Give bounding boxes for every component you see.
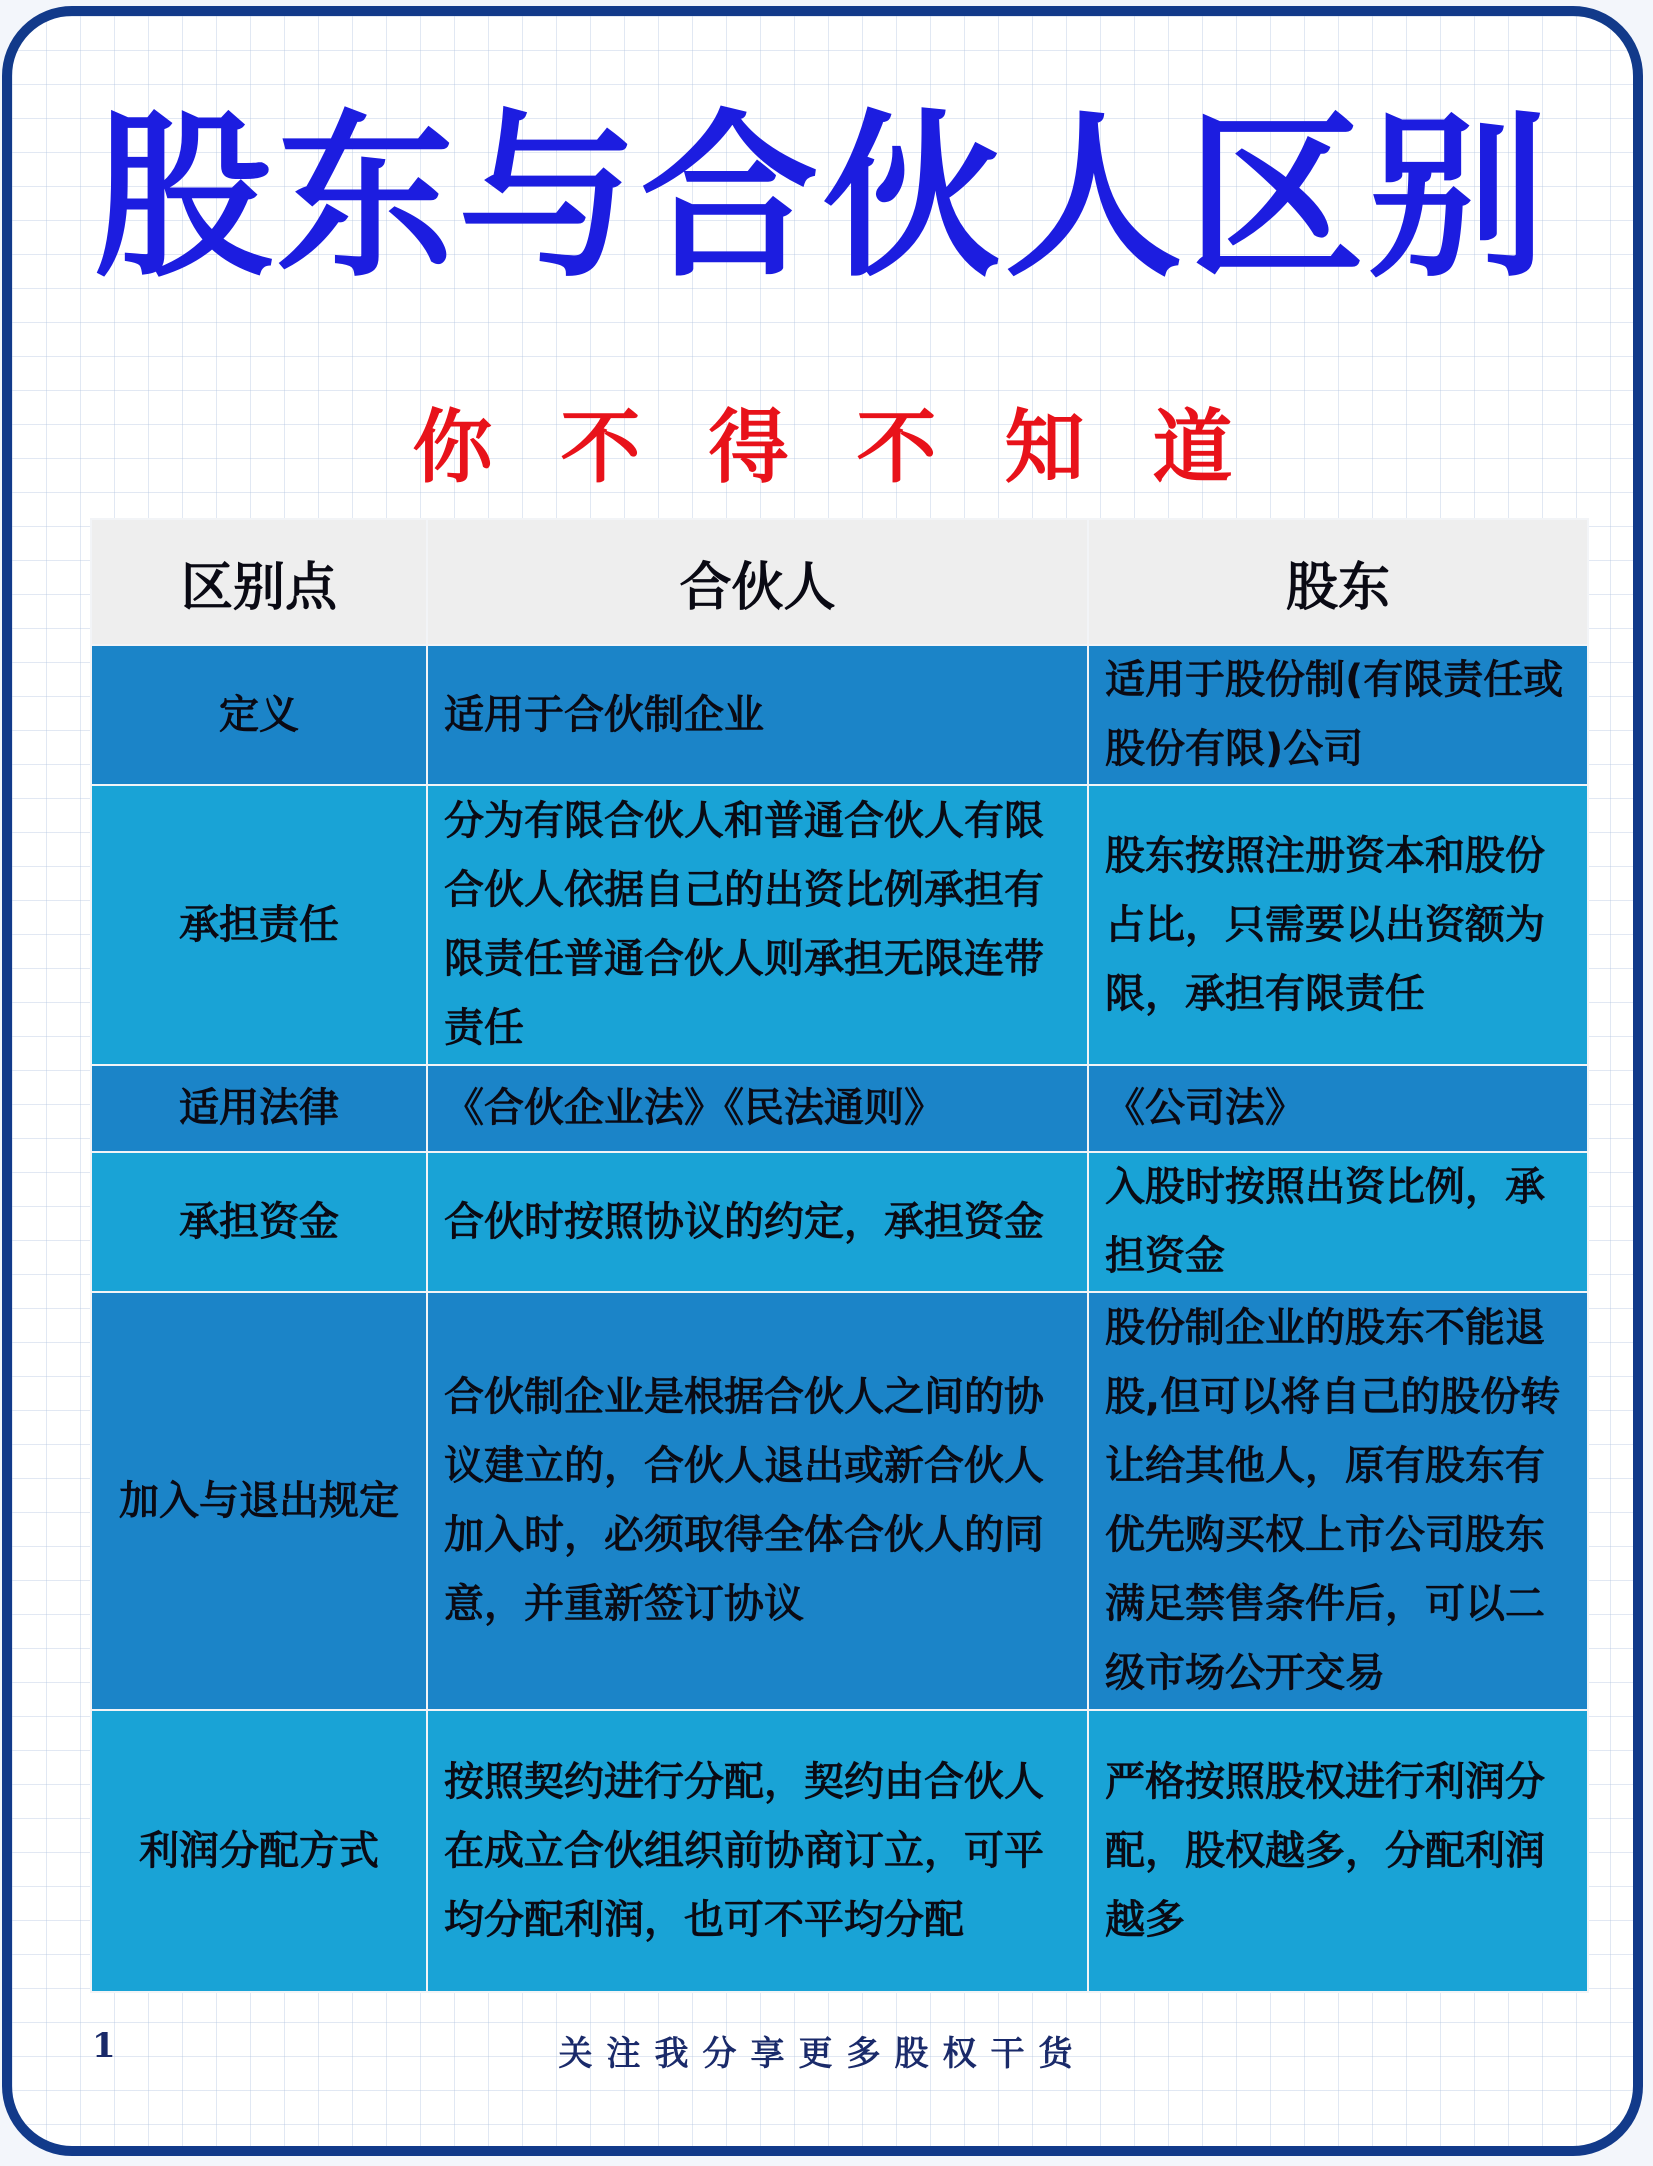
row-partner-cell: 合伙制企业是根据合伙人之间的协议建立的，合伙人退出或新合伙人加入时，必须取得全体合伙人的同意，并重新签订协议 [427,1292,1088,1710]
row-shareholder-cell: 入股时按照出资比例，承担资金 [1088,1152,1588,1292]
row-shareholder-cell: 股东按照注册资本和股份占比，只需要以出资额为限，承担有限责任 [1088,785,1588,1065]
row-key: 加入与退出规定 [91,1292,427,1710]
row-partner-cell: 合伙时按照协议的约定，承担资金 [427,1152,1088,1292]
row-key: 适用法律 [91,1065,427,1152]
header-shareholder: 股东 [1088,519,1588,645]
row-key: 利润分配方式 [91,1710,427,1992]
row-shareholder-cell: 严格按照股权进行利润分配，股权越多，分配利润越多 [1088,1710,1588,1992]
page-subtitle: 你不得不知道 [412,401,1301,494]
table-row [91,1065,1588,1152]
page-number: 1 [92,2026,116,2066]
row-key: 承担资金 [91,1152,427,1292]
row-shareholder-cell: 适用于股份制(有限责任或股份有限)公司 [1088,645,1588,785]
row-partner-cell: 按照契约进行分配，契约由合伙人在成立合伙组织前协商订立，可平均分配利润，也可不平均分配 [427,1710,1088,1992]
footer-slogan: 关注我分享更多股权干货 [558,2034,1087,2074]
header-partner: 合伙人 [427,519,1088,645]
row-shareholder-cell: 股份制企业的股东不能退股,但可以将自己的股份转让给其他人，原有股东有优先购买权上市公司股东满足禁售条件后，可以二级市场公开交易 [1088,1292,1588,1710]
page-title: 股东与合伙人区别 [94,94,1551,301]
table-row [91,1292,1588,1710]
page-frame [2,6,1643,2156]
row-shareholder-cell: 《公司法》 [1088,1065,1588,1152]
comparison-table [90,518,1589,1993]
table-row [91,1152,1588,1292]
row-key: 承担责任 [91,785,427,1065]
table-row [91,1710,1588,1992]
table-header-row [91,519,1588,645]
table-row [91,645,1588,785]
row-key: 定义 [91,645,427,785]
row-partner-cell: 《合伙企业法》《民法通则》 [427,1065,1088,1152]
row-partner-cell: 适用于合伙制企业 [427,645,1088,785]
table-row [91,785,1588,1065]
row-partner-cell: 分为有限合伙人和普通合伙人有限合伙人依据自己的出资比例承担有限责任普通合伙人则承担无限连带责任 [427,785,1088,1065]
header-difference-point: 区别点 [91,519,427,645]
